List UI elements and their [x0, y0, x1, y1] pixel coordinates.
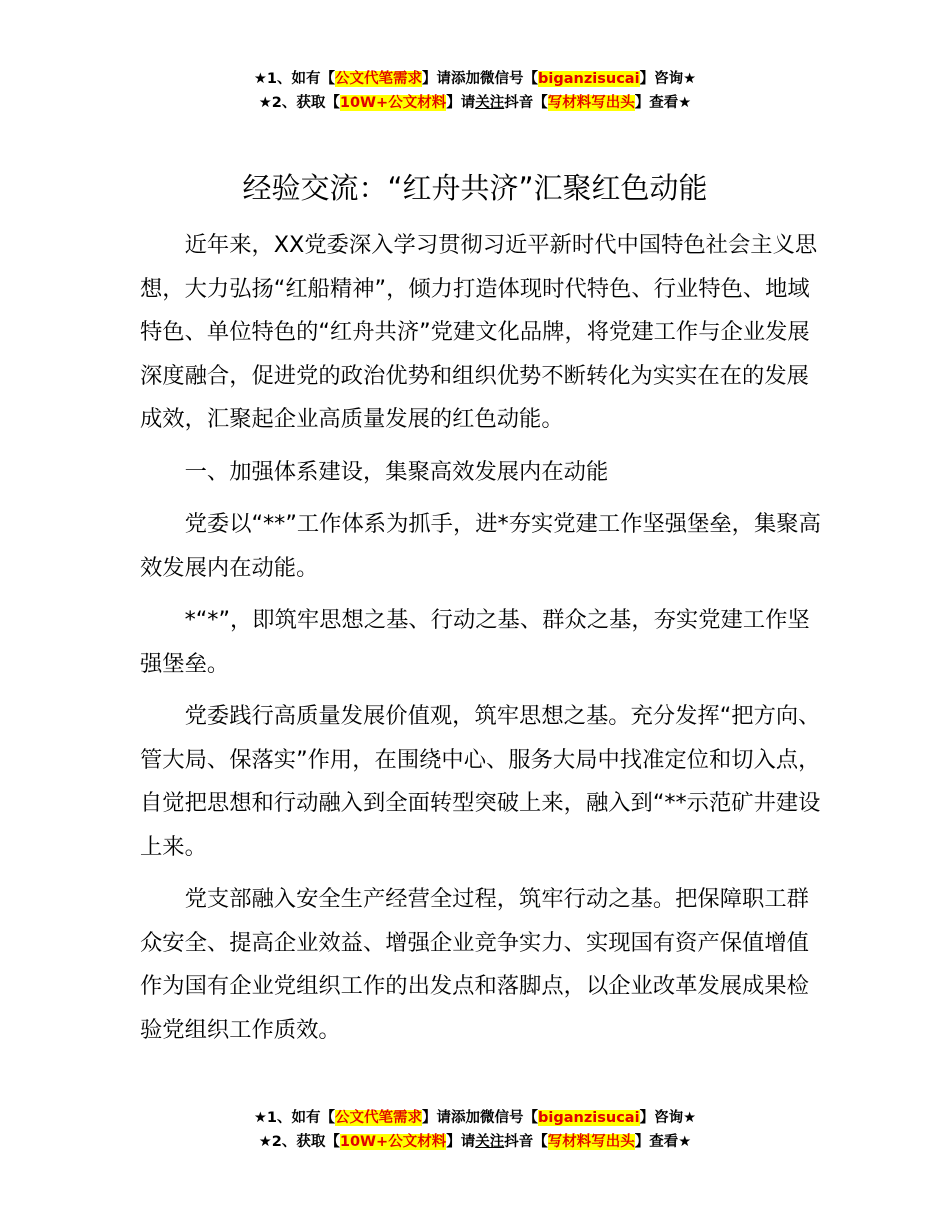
underlined-follow: 关注 — [475, 1134, 505, 1150]
paragraph-2: 党委以“**”工作体系为抓手，进*夯实党建工作坚强堡垒，集聚高效发展内在动能。 — [140, 511, 821, 581]
paragraph-intro: 近年来，XX党委深入学习贯彻习近平新时代中国特色社会主义思想，大力弘扬“红船精神”，倾力打造体现时代特色、行业特色、地域特色、单位特色的“红舟共济”党建文化品牌，将党建工作与企业发展深度融合，促进党的政治优势和组织优势不断转化为实实在在的发展成效，汇聚起企业高质量发展的红色动能。 — [140, 232, 818, 432]
promo-line-1: ★1、如有【公文代笔需求】请添加微信号【biganzisucai】咨询★ — [253, 71, 697, 87]
paragraph-5: 党支部融入安全生产经营全过程，筑牢行动之基。把保障职工群众安全、提高企业效益、增强企业竞争实力、实现国有资产保值增值作为国有企业党组织工作的出发点和落脚点，以企业改革发展成果检验党组织工作质效。 — [140, 886, 809, 1043]
highlight-wechat-id: biganzisucai — [538, 71, 640, 87]
paragraph-4: 党委践行高质量发展价值观，筑牢思想之基。充分发挥“把方向、管大局、保落实”作用，在围绕中心、服务大局中找准定位和切入点，自觉把思想和行动融入到全面转型突破上来，融入到“**示范矿井建设上来。 — [140, 703, 821, 860]
highlight-wechat-id: biganzisucai — [538, 1110, 640, 1126]
highlight-materials: 10W+公文材料 — [339, 95, 447, 111]
promo-line-2: ★2、获取【10W+公文材料】请关注抖音【写材料写出头】查看★ — [258, 1134, 692, 1150]
highlight-service: 公文代笔需求 — [335, 71, 423, 87]
underlined-follow: 关注 — [475, 95, 505, 111]
promo-line-1: ★1、如有【公文代笔需求】请添加微信号【biganzisucai】咨询★ — [253, 1110, 697, 1126]
document-title: 经验交流：“红舟共济”汇聚红色动能 — [242, 171, 708, 205]
highlight-douyin: 写材料写出头 — [547, 95, 635, 111]
paragraph-3: *“*”，即筑牢思想之基、行动之基、群众之基，夯实党建工作坚强堡垒。 — [140, 607, 810, 677]
promo-banner-top — [0, 67, 950, 115]
highlight-materials: 10W+公文材料 — [339, 1134, 447, 1150]
highlight-douyin: 写材料写出头 — [547, 1134, 635, 1150]
section-heading-1: 一、加强体系建设，集聚高效发展内在动能 — [184, 458, 609, 485]
document-body — [140, 224, 828, 1061]
highlight-service: 公文代笔需求 — [335, 1110, 423, 1126]
promo-banner-bottom — [0, 1106, 950, 1154]
promo-line-2: ★2、获取【10W+公文材料】请关注抖音【写材料写出头】查看★ — [258, 95, 692, 111]
